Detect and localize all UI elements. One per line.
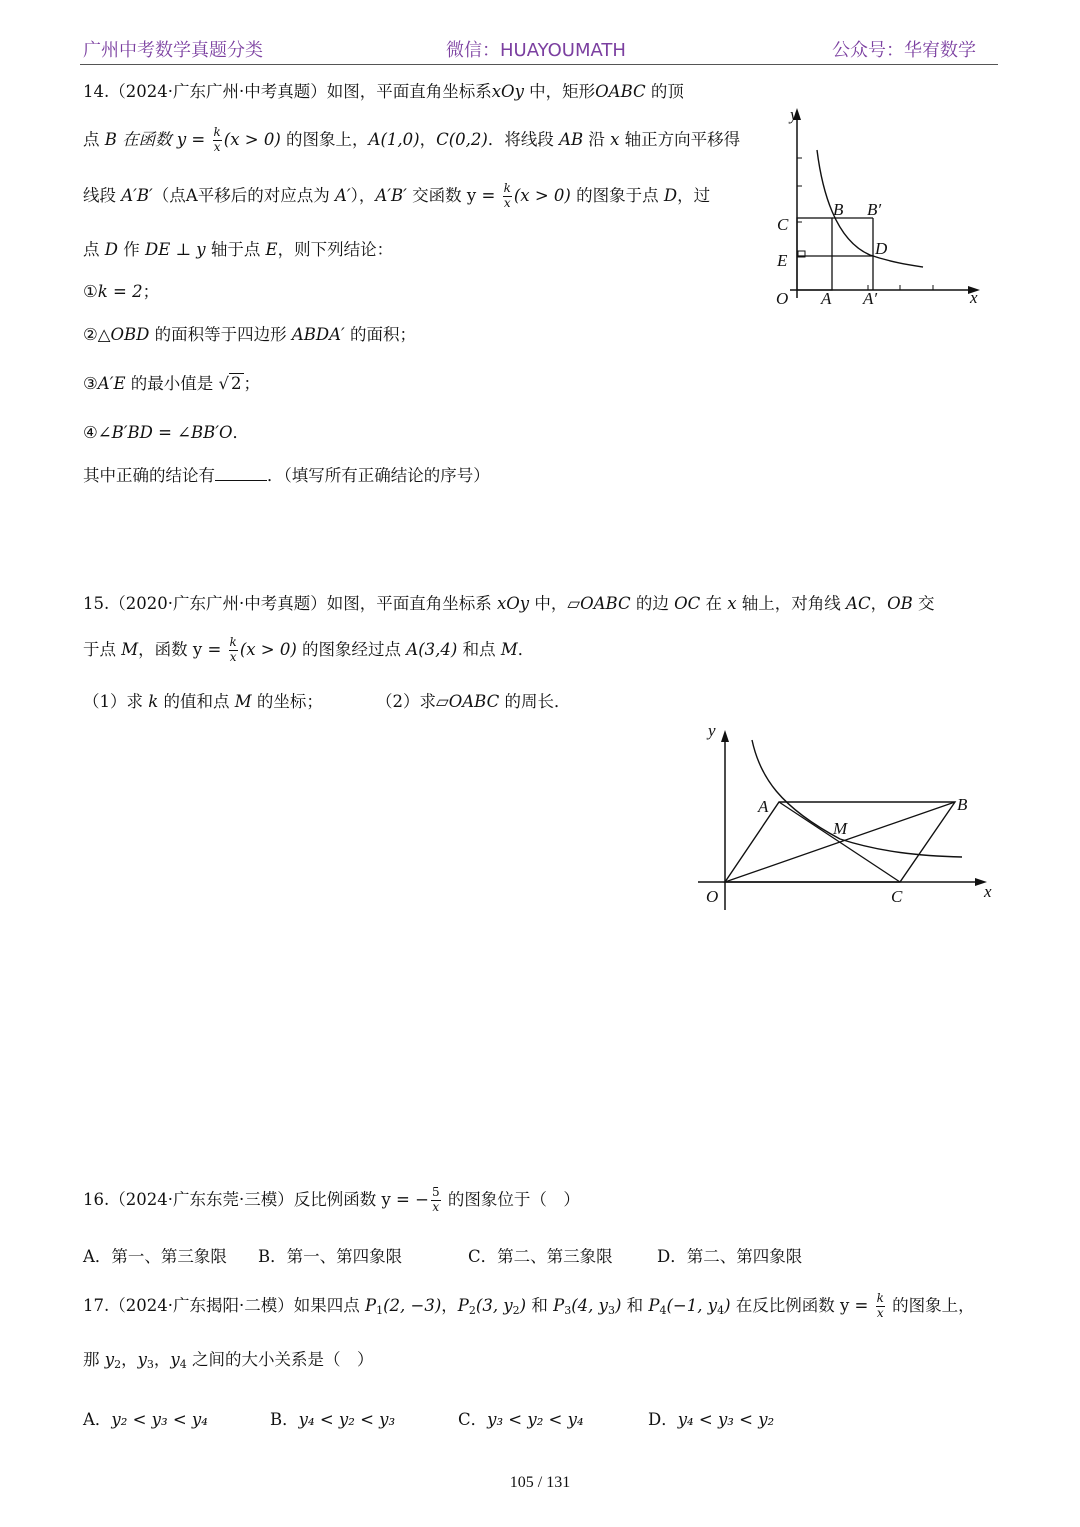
q14-text: 14.（2024·广东广州·中考真题）如图，平面直角坐标系 xyxy=(83,82,492,101)
q14-math: (x > 0) xyxy=(223,129,281,149)
q14-text: ， xyxy=(419,129,437,149)
page-number: 105 / 131 xyxy=(509,1474,571,1491)
q15-part1: （1）求 k 的值和点 M 的坐标； xyxy=(83,692,323,711)
q14-conclusion-4: ④∠B′BD = ∠BB′O． xyxy=(83,423,250,442)
q16-option-a: A．第一、第三象限 xyxy=(83,1247,227,1266)
q14-text: 作 xyxy=(123,240,140,259)
q14-math: OABC xyxy=(595,82,646,101)
q14-math: (x > 0) xyxy=(513,185,571,205)
q14-text: 沿 xyxy=(588,129,605,149)
label-y: y xyxy=(790,105,798,124)
y-axis-arrow xyxy=(721,730,729,742)
header-left: 广州中考数学真题分类 xyxy=(83,40,263,61)
q14-text: 轴于点 xyxy=(210,240,261,259)
label-A-prime: A′ xyxy=(863,289,878,308)
q14-text: （点A平移后的对应点为 xyxy=(152,185,330,205)
q17-fraction: $\frac{k}{x}$ xyxy=(876,1291,884,1320)
q14-math: D xyxy=(99,240,124,259)
label-C: C xyxy=(891,887,903,906)
q17-option-b: B．y₄ < y₂ < y₃ xyxy=(270,1410,396,1429)
q17-option-d: D．y₄ < y₃ < y₂ xyxy=(648,1410,775,1429)
label-C: C xyxy=(777,215,789,234)
answer-blank xyxy=(215,479,267,481)
q14-text: ）， xyxy=(350,185,376,205)
q14-fraction: $\frac{k}{x}$ xyxy=(503,181,511,210)
q14-figure xyxy=(760,100,1000,315)
q14-math: xOy xyxy=(491,82,524,101)
q14-math: DE ⊥ y xyxy=(139,240,211,259)
q14-math: B xyxy=(99,129,123,149)
q14-text: 交函数 y = xyxy=(406,185,501,205)
q16-option-c: C．第二、第三象限 xyxy=(468,1247,613,1266)
q14-math: x xyxy=(604,129,625,149)
label-x: x xyxy=(970,288,978,307)
header-divider xyxy=(80,64,998,65)
label-B: B xyxy=(833,200,844,219)
q14-question: 其中正确的结论有 ．（填写所有正确结论的序号） xyxy=(83,466,490,485)
rectangle-OABC xyxy=(797,218,832,290)
q16-stem: 16.（2024·广东东莞·三模）反比例函数 y = − $\frac{5}{x}$ 的图象位于（ ） xyxy=(83,1185,580,1214)
header-center: 微信：HUAYOUMATH xyxy=(446,40,626,61)
q14-text: 的顶 xyxy=(645,82,684,101)
label-M: M xyxy=(833,819,848,838)
q17-option-c: C．y₃ < y₂ < y₄ xyxy=(458,1410,584,1429)
q14-text: ，则下列结论： xyxy=(277,240,394,259)
q14-text: 中，矩形 xyxy=(523,82,596,101)
q14-math: A′ xyxy=(329,185,351,205)
label-y: y xyxy=(708,722,716,740)
q14-conclusion-3: ③A′E 的最小值是 √ 2 ； xyxy=(83,374,261,393)
label-A: A xyxy=(821,289,832,308)
hyperbola-curve xyxy=(752,740,962,857)
label-x: x xyxy=(984,882,992,901)
q14-text: ，过 xyxy=(677,185,711,205)
q14-text: 线段 xyxy=(83,185,116,205)
q16-option-b: B．第一、第四象限 xyxy=(258,1247,403,1266)
q14-math: AB xyxy=(553,129,589,149)
q14-fraction: $\frac{k}{x}$ xyxy=(213,125,221,154)
q16-fraction: $\frac{5}{x}$ xyxy=(431,1185,440,1214)
q15-part2: （2）求▱OABC 的周长． xyxy=(376,692,571,711)
q14-line4 xyxy=(83,240,393,260)
q14-text: 点 xyxy=(83,240,100,259)
label-O: O xyxy=(706,887,719,906)
q17-line2: 那 $y_2$，$y_3$，$y_4$ 之间的大小关系是（ ） xyxy=(83,1350,374,1371)
q14-text: ．将线段 xyxy=(487,129,554,149)
q17-stem: 17.（2024·广东揭阳·二模）如果四点 $P_1(2$, −3)，$P_2(3$, $y_2$) 和 $P_3(4$, $y_3$) 和 $P_4(-1$, $y_4$) 在反比例函数 y = $\frac{k}{x}$ 的图象上， xyxy=(83,1291,975,1320)
q16-option-d: D．第二、第四象限 xyxy=(657,1247,803,1266)
q14-text: 的图象上， xyxy=(280,129,369,149)
q14-math: D xyxy=(658,185,678,205)
q14-math: E xyxy=(260,240,278,259)
label-E: E xyxy=(777,251,788,270)
q14-line1 xyxy=(83,82,684,102)
q15-fraction: $\frac{k}{x}$ xyxy=(229,635,237,664)
q14-text: 轴正方向平移得 xyxy=(624,129,741,149)
q17-option-a: A．y₂ < y₃ < y₄ xyxy=(83,1410,208,1429)
label-B-prime: B′ xyxy=(867,200,882,219)
q14-math: A(1,0) xyxy=(368,129,420,149)
label-B: B xyxy=(957,795,968,814)
label-A: A xyxy=(758,797,769,816)
q14-conclusion-1: ①k = 2； xyxy=(83,282,160,301)
q14-math: C(0,2) xyxy=(436,129,488,149)
label-O: O xyxy=(776,289,789,308)
q14-math: 在函数 y = xyxy=(122,129,211,149)
q14-math: A′B′ xyxy=(116,185,153,205)
q14-text: 点 xyxy=(83,129,100,149)
q15-line2: 于点 M，函数 y = $\frac{k}{x}$ (x > 0) 的图象经过点 A(3,4) 和点 M． xyxy=(83,635,535,664)
q14-line2 xyxy=(83,126,740,155)
q14-conclusion-2: ②△OBD 的面积等于四边形 ABDA′ 的面积； xyxy=(83,325,417,344)
header-right: 公众号：华宥数学 xyxy=(832,40,976,61)
q14-math: A′B′ xyxy=(375,185,407,205)
q15-figure xyxy=(690,722,1002,917)
q15-line1: 15.（2020·广东广州·中考真题）如图，平面直角坐标系 xOy 中，▱OABC 的边 OC 在 x 轴上，对角线 AC，OB 交 xyxy=(83,594,935,613)
q14-text: 的图象于点 xyxy=(570,185,659,205)
q14-line3 xyxy=(83,182,710,211)
label-D: D xyxy=(875,239,888,258)
